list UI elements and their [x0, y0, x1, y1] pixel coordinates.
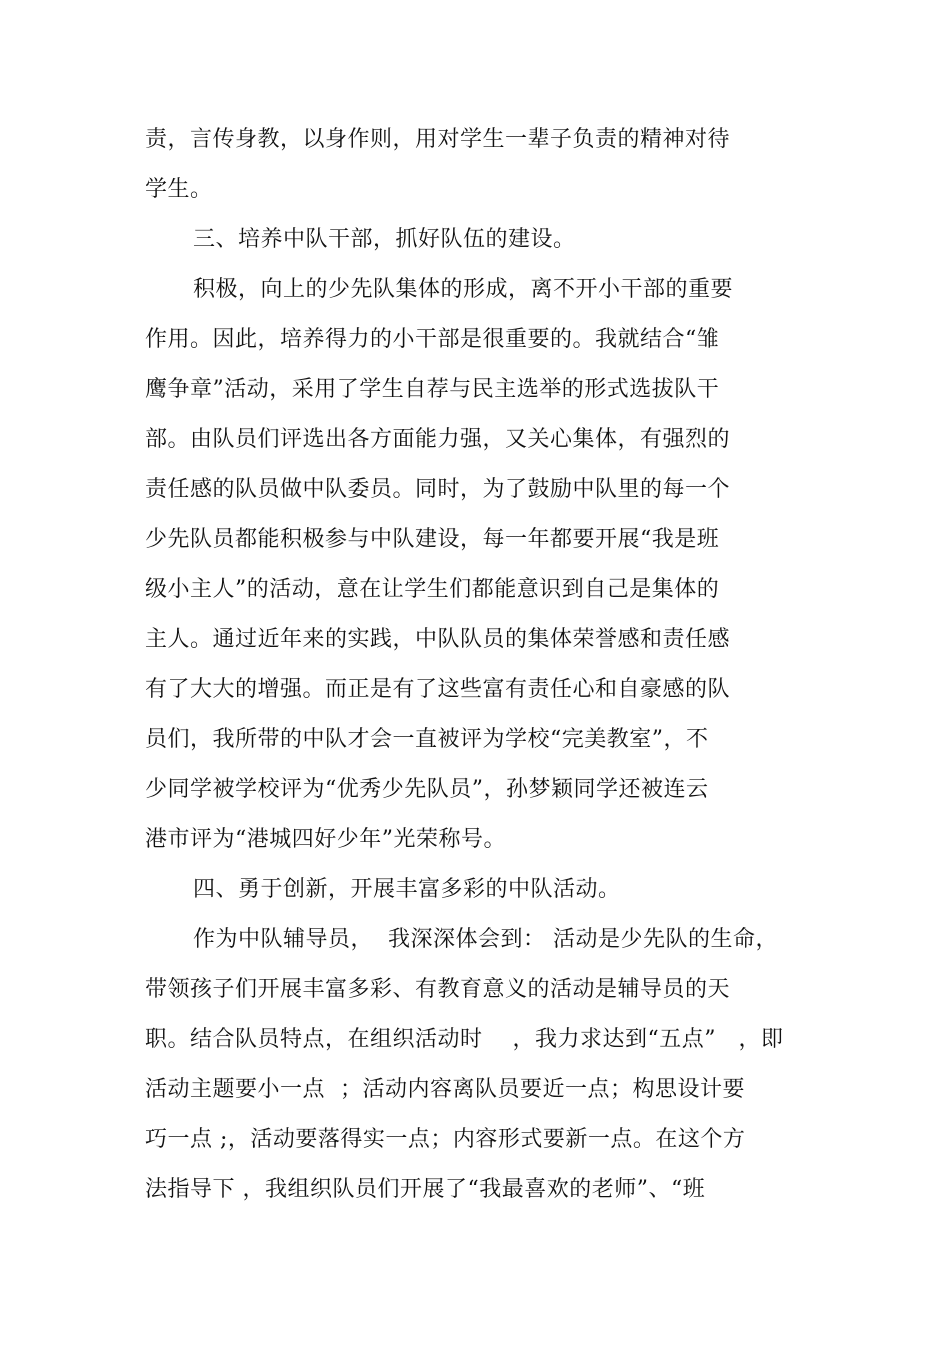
text-line: 巧一点 ;，活动要落得实一点；内容形式要新一点。在这个方 — [145, 1127, 746, 1152]
text-line: 带领孩子们开展丰富多彩、有教育意义的活动是辅导员的天 — [145, 977, 731, 1002]
text-line: 作用。因此，培养得力的小干部是很重要的。我就结合“雏 — [145, 327, 720, 352]
text-line: 积极，向上的少先队集体的形成，离不开小干部的重要 — [193, 277, 734, 302]
section-heading: 三、培养中队干部，抓好队伍的建设。 — [193, 227, 576, 252]
text-line: 员们，我所带的中队才会一直被评为学校“完美教室”，不 — [145, 727, 709, 752]
text-line: 作为中队辅导员， 我深深体会到： 活动是少先队的生命， — [193, 927, 778, 952]
text-line: 部。由队员们评选出各方面能力强，又关心集体，有强烈的 — [145, 427, 731, 452]
text-line: 活动主题要小一点 ；活动内容离队员要近一点；构思设计要 — [145, 1077, 745, 1102]
text-line: 级小主人”的活动，意在让学生们都能意识到自己是集体的 — [145, 577, 720, 602]
text-line: 主人。通过近年来的实践，中队队员的集体荣誉感和责任感 — [145, 627, 731, 652]
text-line: 法指导下 ，我组织队员们开展了“我最喜欢的老师”、“班 — [145, 1177, 706, 1202]
text-line: 鹰争章”活动，采用了学生自荐与民主选举的形式选拔队干 — [145, 377, 720, 402]
text-line: 责任感的队员做中队委员。同时，为了鼓励中队里的每一个 — [145, 477, 731, 502]
text-line: 有了大大的增强。而正是有了这些富有责任心和自豪感的队 — [145, 677, 731, 702]
text-line: 少先队员都能积极参与中队建设，每一年都要开展“我是班 — [145, 527, 720, 552]
text-line: 港市评为“港城四好少年”光荣称号。 — [145, 827, 506, 852]
text-line: 学生。 — [145, 177, 213, 202]
text-line: 责，言传身教，以身作则，用对学生一辈子负责的精神对待 — [145, 127, 731, 152]
text-line: 职。结合队员特点，在组织活动时 ，我力求达到“五点” ，即 — [145, 1027, 784, 1052]
text-line: 少同学被学校评为“优秀少先队员”，孙梦颖同学还被连云 — [145, 777, 709, 802]
section-heading: 四、勇于创新，开展丰富多彩的中队活动。 — [193, 877, 621, 902]
